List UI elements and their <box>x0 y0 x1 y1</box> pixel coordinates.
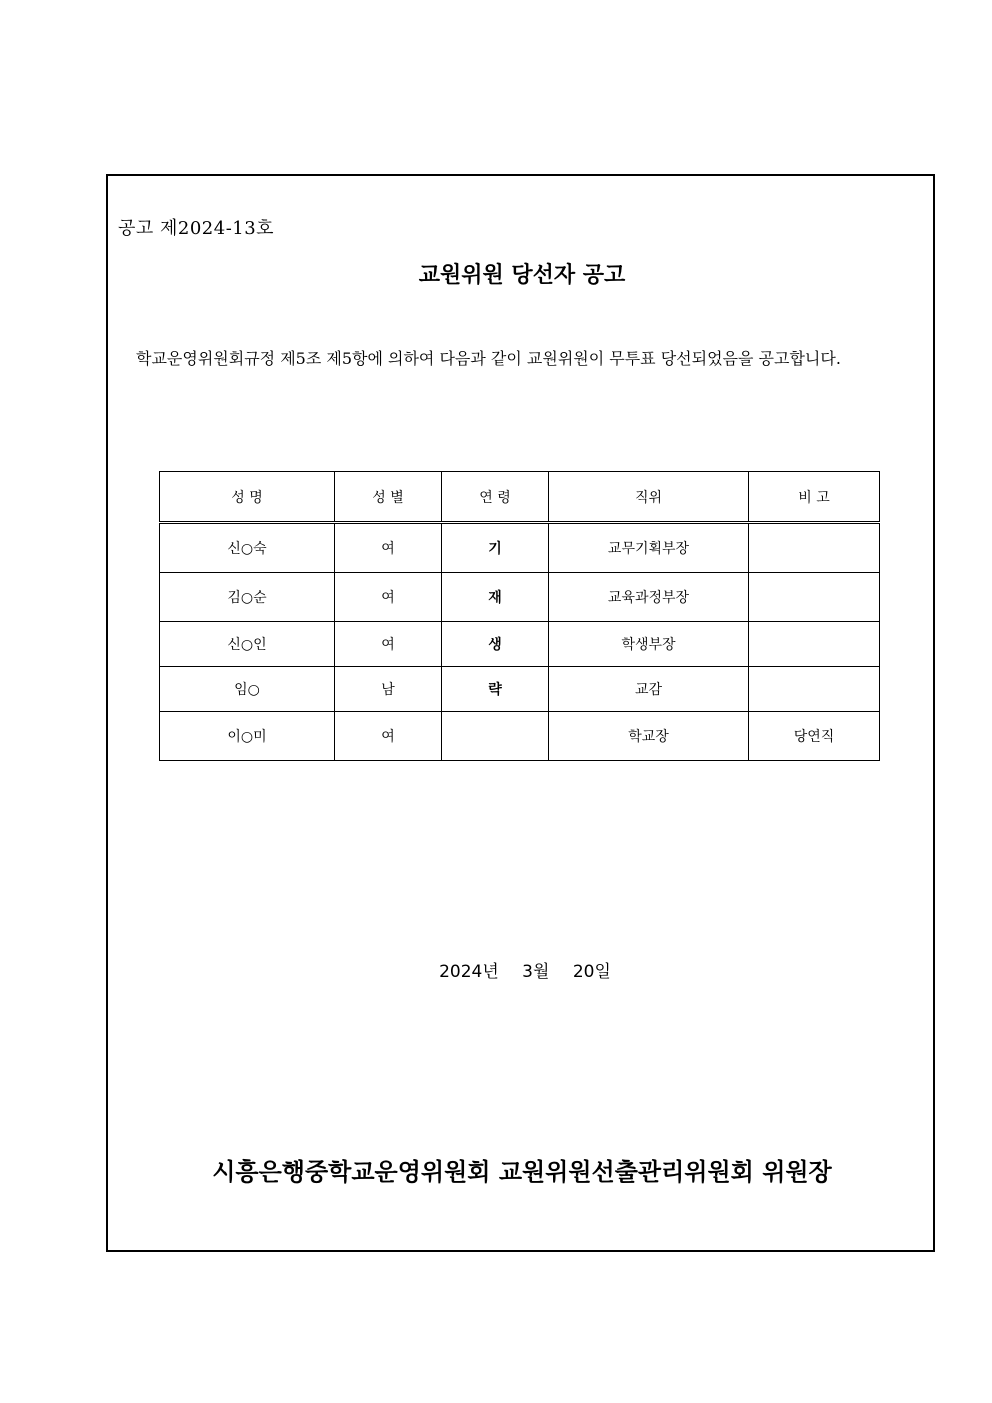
cell-age <box>442 712 549 761</box>
cell-name: 김○순 <box>160 573 335 622</box>
cell-position: 교육과정부장 <box>549 573 749 622</box>
cell-gender: 여 <box>335 523 442 573</box>
cell-remarks <box>749 523 880 573</box>
table-header-row <box>160 472 880 523</box>
cell-gender: 여 <box>335 622 442 667</box>
cell-gender: 여 <box>335 712 442 761</box>
cell-name: 신○숙 <box>160 523 335 573</box>
header-remarks: 비 고 <box>749 472 880 523</box>
table-row <box>160 667 880 712</box>
cell-name: 신○인 <box>160 622 335 667</box>
cell-remarks <box>749 573 880 622</box>
header-name: 성 명 <box>160 472 335 523</box>
cell-position: 학생부장 <box>549 622 749 667</box>
cell-remarks <box>749 622 880 667</box>
header-gender: 성 별 <box>335 472 442 523</box>
header-age: 연 령 <box>442 472 549 523</box>
notice-number: 공고 제2024-13호 <box>118 218 275 239</box>
header-position: 직위 <box>549 472 749 523</box>
cell-position: 교감 <box>549 667 749 712</box>
cell-remarks: 당연직 <box>749 712 880 761</box>
notice-date: 2024년 3월 20일 <box>439 962 611 982</box>
cell-name: 이○미 <box>160 712 335 761</box>
notice-body-text: 학교운영위원회규정 제5조 제5항에 의하여 다음과 같이 교원위원이 무투표 당선되었음을 공고합니다. <box>136 349 841 368</box>
cell-remarks <box>749 667 880 712</box>
cell-age: 재 <box>442 573 549 622</box>
table-row <box>160 573 880 622</box>
members-table <box>159 471 880 761</box>
cell-gender: 여 <box>335 573 442 622</box>
cell-age: 기 <box>442 523 549 573</box>
cell-age: 생 <box>442 622 549 667</box>
cell-position: 학교장 <box>549 712 749 761</box>
table-row <box>160 523 880 573</box>
cell-gender: 남 <box>335 667 442 712</box>
cell-age: 략 <box>442 667 549 712</box>
table-row <box>160 622 880 667</box>
cell-name: 임○ <box>160 667 335 712</box>
notice-title: 교원위원 당선자 공고 <box>418 262 626 288</box>
cell-position: 교무기획부장 <box>549 523 749 573</box>
table-row <box>160 712 880 761</box>
signature-line: 시흥은행중학교운영위원회 교원위원선출관리위원회 위원장 <box>212 1157 832 1186</box>
